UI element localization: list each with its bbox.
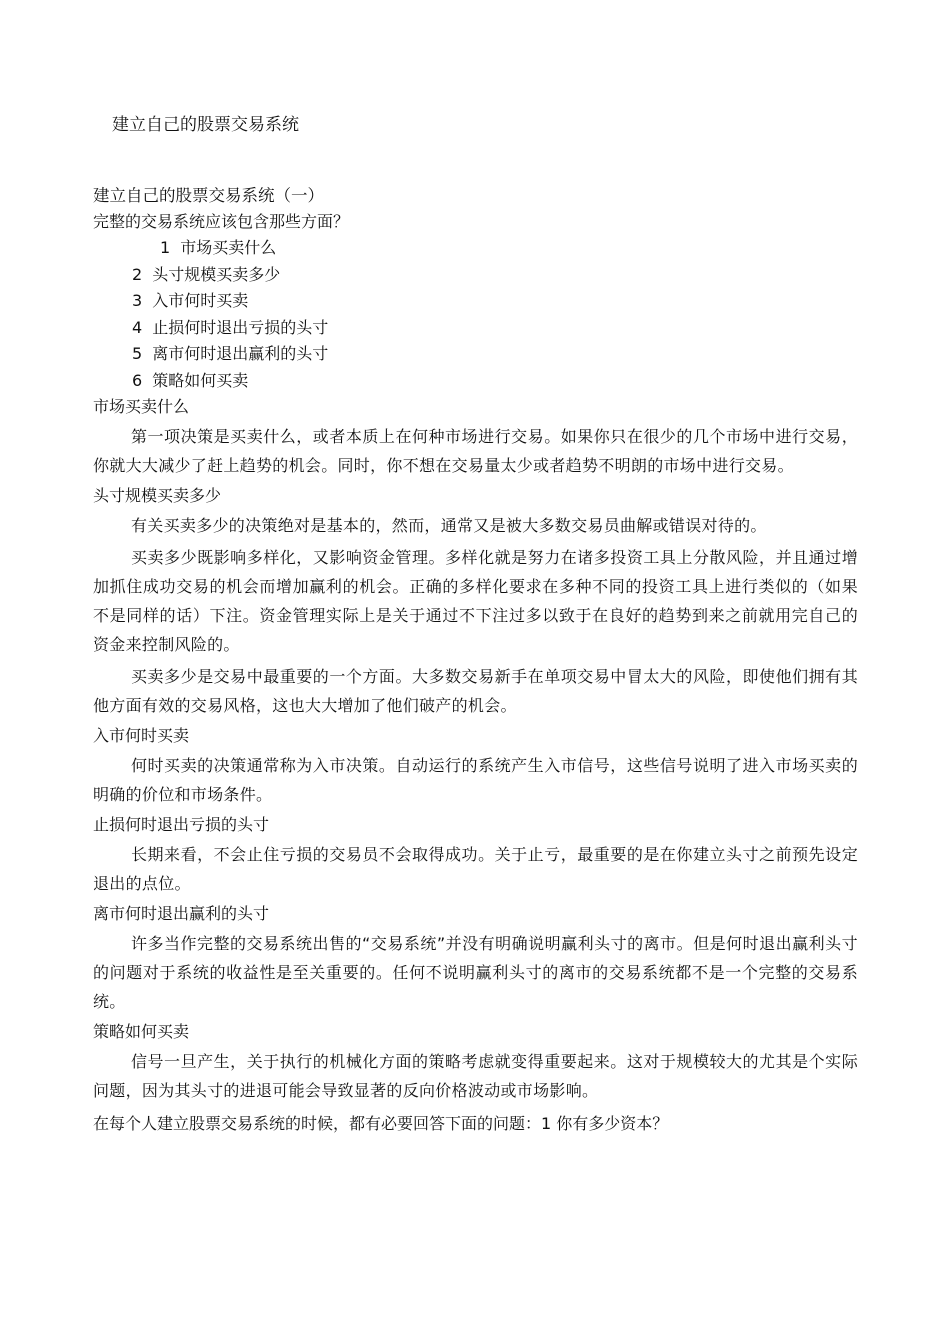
list-item-text: 头寸规模买卖多少 (152, 264, 281, 284)
section-market (93, 394, 858, 480)
paragraph: 第一项决策是买卖什么，或者本质上在何种市场进行交易。如果你只在很少的几个市场中进行交易，你就大大减少了赶上趋势的机会。同时，你不想在交易量太少或者趋势不明朗的市场中进行交易。 (93, 427, 858, 475)
section-heading: 入市何时买卖 (93, 726, 190, 745)
paragraph: 信号一旦产生，关于执行的机械化方面的策略考虑就变得重要起来。这对于规模较大的尤其是个实际问题，因为其头寸的进退可能会导致显著的反向价格波动或市场影响。 (93, 1052, 858, 1100)
list-item-number: 3 (132, 291, 143, 310)
closing-question: 在每个人建立股票交易系统的时候，都有必要回答下面的问题：1 你有多少资本？ (93, 1114, 669, 1133)
intro-question: 完整的交易系统应该包含那些方面？ (93, 212, 350, 231)
section-title: 建立自己的股票交易系统（一） (93, 186, 324, 205)
paragraph: 买卖多少既影响多样化，又影响资金管理。多样化就是努力在诸多投资工具上分散风险，并且通过增加抓住成功交易的机会而增加赢利的机会。正确的多样化要求在多种不同的投资工具上进行类似的（如果不是同样的话）下注。资金管理实际上是关于通过不下注过多以致于在良好的趋势到来之前就用完自己的资金来控制风险的。 (93, 548, 858, 654)
list-item-number: 6 (132, 370, 143, 390)
section-position-size (93, 483, 858, 720)
list-item-number: 2 (132, 264, 143, 284)
aspect-list (93, 235, 858, 394)
list-item (93, 368, 858, 395)
paragraph: 买卖多少是交易中最重要的一个方面。大多数交易新手在单项交易中冒太大的风险，即使他们拥有其他方面有效的交易风格，这也大大增加了他们破产的机会。 (93, 667, 858, 715)
list-item-number: 1 (160, 238, 171, 257)
list-item (93, 262, 858, 289)
section-stop-loss (93, 812, 858, 898)
section-entry (93, 723, 858, 809)
list-item (93, 235, 858, 262)
section-heading: 策略如何买卖 (93, 1022, 190, 1041)
paragraph: 何时买卖的决策通常称为入市决策。自动运行的系统产生入市信号，这些信号说明了进入市场买卖的明确的价位和市场条件。 (93, 756, 858, 804)
paragraph: 许多当作完整的交易系统出售的“交易系统”并没有明确说明赢利头寸的离市。但是何时退出赢利头寸的问题对于系统的收益性是至关重要的。任何不说明赢利头寸的离市的交易系统都不是一个完整的交易系统。 (93, 934, 858, 1011)
list-item (93, 315, 858, 342)
list-item (93, 288, 858, 315)
list-item (93, 341, 858, 368)
section-heading: 头寸规模买卖多少 (93, 486, 222, 505)
list-item-text: 止损何时退出亏损的头寸 (152, 317, 329, 337)
document-body (93, 183, 858, 1138)
section-heading: 离市何时退出赢利的头寸 (93, 904, 270, 923)
list-item-text: 入市何时买卖 (152, 291, 249, 310)
section-heading: 市场买卖什么 (93, 397, 190, 416)
list-item-number: 5 (132, 344, 143, 363)
section-heading: 止损何时退出亏损的头寸 (93, 815, 270, 834)
list-item-text: 离市何时退出赢利的头寸 (152, 344, 329, 363)
list-item-number: 4 (132, 317, 143, 337)
document-title: 建立自己的股票交易系统 (112, 115, 299, 135)
section-exit (93, 901, 858, 1016)
section-tactics (93, 1019, 858, 1105)
list-item-text: 策略如何买卖 (152, 370, 249, 390)
paragraph: 有关买卖多少的决策绝对是基本的，然而，通常又是被大多数交易员曲解或错误对待的。 (131, 516, 767, 535)
paragraph: 长期来看，不会止住亏损的交易员不会取得成功。关于止亏，最重要的是在你建立头寸之前预先设定退出的点位。 (93, 845, 858, 893)
list-item-text: 市场买卖什么 (180, 238, 277, 257)
